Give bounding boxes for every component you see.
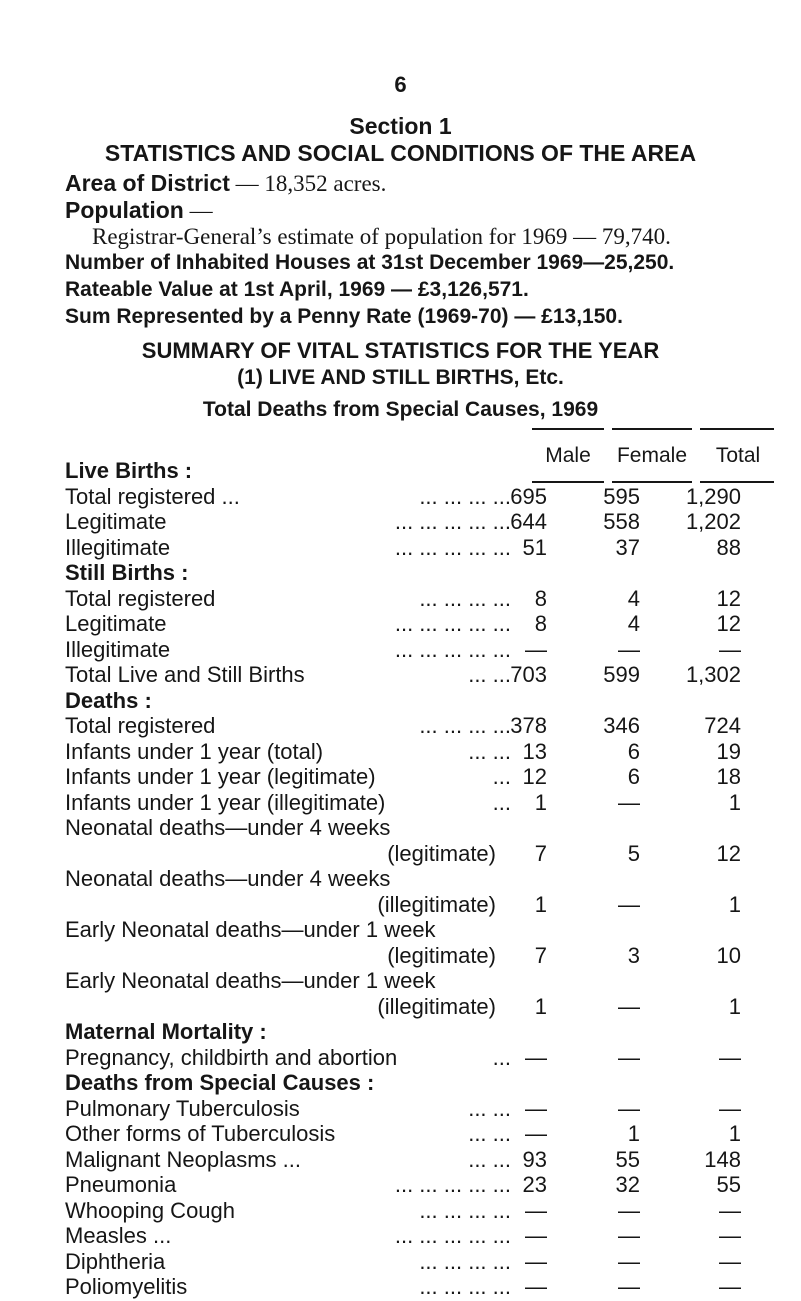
male-value: 1 [534, 891, 547, 917]
row-label: Legitimate [65, 509, 167, 534]
table-row [0, 943, 801, 969]
female-column-header: Female [616, 444, 688, 467]
total-value: 12 [716, 840, 741, 866]
total-value: — [719, 1044, 741, 1070]
row-label: Pulmonary Tuberculosis [65, 1095, 300, 1121]
total-value: 148 [704, 1146, 741, 1172]
dot-leader: ... ... [468, 1146, 511, 1172]
female-value: — [618, 1248, 640, 1274]
female-value: 6 [627, 764, 640, 789]
male-value: 8 [534, 585, 547, 611]
population-estimate: Registrar-General’s estimate of population for 1969 — 79,740. [92, 224, 671, 249]
female-value: — [618, 891, 640, 917]
row-label: Illegitimate [65, 636, 171, 662]
total-value: 12 [716, 585, 741, 611]
male-value: 51 [522, 534, 547, 560]
table-row [0, 866, 801, 892]
table-row [0, 1249, 801, 1275]
dot-leader: ... ... [468, 1121, 511, 1146]
area-line [65, 170, 386, 197]
dot-leader: ... ... ... ... [419, 1248, 511, 1274]
inhabited-houses: Number of Inhabited Houses at 31st December 1969—25,250. [65, 251, 675, 274]
female-value: 37 [615, 534, 640, 560]
population-dash: — [183, 198, 213, 223]
total-value: 1,202 [685, 509, 741, 534]
male-value: 703 [510, 662, 547, 687]
total-value: — [719, 1095, 741, 1121]
total-value: 1 [728, 993, 741, 1019]
male-value: 1 [534, 789, 547, 815]
male-value: — [525, 1223, 547, 1248]
row-group-heading: Maternal Mortality : [65, 1019, 267, 1044]
subheading: (1) LIVE AND STILL BIRTHS, Etc. [237, 366, 564, 389]
male-value: — [525, 1274, 547, 1299]
table-row [0, 484, 801, 510]
female-value: — [618, 1223, 640, 1248]
row-label: Infants under 1 year (illegitimate) [65, 789, 386, 815]
dot-leader: ... ... ... ... ... [394, 1223, 511, 1248]
female-value: 55 [615, 1146, 640, 1172]
table-row [0, 994, 801, 1020]
population-line [65, 197, 213, 224]
male-column-header: Male [545, 444, 591, 467]
female-value: — [618, 789, 640, 815]
table-row [0, 535, 801, 561]
female-value: 599 [603, 662, 640, 687]
table-row [0, 892, 801, 918]
total-value: — [719, 1223, 741, 1248]
row-label: Neonatal deaths—under 4 weeks [65, 815, 391, 840]
row-group-heading: Live Births : [65, 458, 193, 483]
row-label: Pregnancy, childbirth and abortion [65, 1044, 398, 1070]
row-label: Diphtheria [65, 1248, 166, 1274]
total-value: 19 [716, 738, 741, 764]
female-value: 3 [627, 942, 640, 968]
row-label: (legitimate) [387, 942, 496, 968]
female-value: 4 [627, 585, 640, 611]
female-value: — [618, 1274, 640, 1299]
female-value: 32 [615, 1172, 640, 1197]
female-value: 4 [627, 611, 640, 636]
table-row [0, 917, 801, 943]
table-row [0, 1070, 801, 1096]
table-row [0, 611, 801, 637]
row-label: Infants under 1 year (total) [65, 738, 324, 764]
female-value: — [618, 636, 640, 662]
row-label: Early Neonatal deaths—under 1 week [65, 917, 436, 942]
male-value: 13 [522, 738, 547, 764]
female-value: 558 [603, 509, 640, 534]
female-value: — [618, 1197, 640, 1223]
male-value: 7 [534, 840, 547, 866]
male-value: — [525, 1197, 547, 1223]
dot-leader: ... ... ... ... ... [394, 611, 511, 636]
male-value: 695 [510, 483, 547, 509]
row-label: Total registered [65, 713, 216, 738]
male-value: 7 [534, 942, 547, 968]
row-label: Measles ... [65, 1223, 172, 1248]
dot-leader: ... ... [468, 738, 511, 764]
table-row [0, 1045, 801, 1071]
total-value: 1 [728, 789, 741, 815]
male-value: 8 [534, 611, 547, 636]
total-value: 1,290 [685, 483, 741, 509]
row-label: Infants under 1 year (legitimate) [65, 764, 376, 789]
table-row [0, 1198, 801, 1224]
table-row [0, 1121, 801, 1147]
male-value: — [525, 1044, 547, 1070]
table-row [0, 764, 801, 790]
table-row [0, 1223, 801, 1249]
row-label: Total registered [65, 585, 216, 611]
male-value: — [525, 1248, 547, 1274]
total-value: — [719, 1248, 741, 1274]
total-value: 10 [716, 942, 741, 968]
row-label: Neonatal deaths—under 4 weeks [65, 866, 391, 891]
dot-leader: ... [492, 1044, 511, 1070]
female-value: — [618, 1095, 640, 1121]
table-row [0, 1172, 801, 1198]
total-value: 88 [716, 534, 741, 560]
dot-leader: ... ... [468, 1095, 511, 1121]
row-label: Total Live and Still Births [65, 662, 305, 687]
population-label: Population [65, 197, 184, 223]
total-value: 724 [704, 713, 741, 738]
table-row [0, 968, 801, 994]
total-value: 1 [728, 891, 741, 917]
area-value: — 18,352 acres. [229, 171, 387, 196]
table-row [0, 841, 801, 867]
row-label: Early Neonatal deaths—under 1 week [65, 968, 436, 993]
table-row [0, 688, 801, 714]
total-column-header: Total [715, 444, 761, 467]
female-value: 595 [603, 483, 640, 509]
dot-leader: ... ... ... ... ... [394, 534, 511, 560]
female-value: 5 [627, 840, 640, 866]
row-label: Legitimate [65, 611, 167, 636]
total-value: — [719, 636, 741, 662]
row-label: (legitimate) [387, 840, 496, 866]
dot-leader: ... ... ... ... [419, 713, 511, 738]
row-label: Other forms of Tuberculosis [65, 1121, 336, 1146]
row-label: Illegitimate [65, 534, 171, 560]
total-top-rule [700, 428, 774, 430]
male-value: — [525, 1095, 547, 1121]
female-value: 6 [627, 738, 640, 764]
male-value: 378 [510, 713, 547, 738]
dot-leader: ... ... ... ... ... [394, 509, 511, 534]
total-value: 18 [716, 764, 741, 789]
total-value: 1,302 [685, 662, 741, 687]
dot-leader: ... [492, 789, 511, 815]
table-row [0, 1019, 801, 1045]
male-value: 1 [534, 993, 547, 1019]
dot-leader: ... ... ... ... ... [394, 636, 511, 662]
table-row [0, 1096, 801, 1122]
total-value: — [719, 1274, 741, 1299]
table-row [0, 790, 801, 816]
table-row [0, 815, 801, 841]
female-value: — [618, 993, 640, 1019]
row-group-heading: Still Births : [65, 560, 189, 585]
total-value: 55 [716, 1172, 741, 1197]
male-value: — [525, 1121, 547, 1146]
dot-leader: ... ... ... ... [419, 483, 511, 509]
dot-leader: ... ... ... ... [419, 1197, 511, 1223]
table-title: Total Deaths from Special Causes, 1969 [202, 398, 599, 421]
page-number: 6 [394, 72, 407, 97]
male-value: 12 [522, 764, 547, 789]
female-value: — [618, 1044, 640, 1070]
row-label: (illegitimate) [377, 993, 496, 1019]
table-row [0, 637, 801, 663]
table-row [0, 1274, 801, 1300]
row-label: Total registered ... [65, 483, 240, 509]
row-group-heading: Deaths : [65, 687, 152, 713]
row-label: Whooping Cough [65, 1197, 236, 1223]
male-value: 644 [510, 509, 547, 534]
area-label: Area of District [65, 170, 230, 196]
female-value: 1 [627, 1121, 640, 1146]
table-row [0, 586, 801, 612]
row-label: Malignant Neoplasms ... [65, 1146, 301, 1172]
table-row [0, 713, 801, 739]
table-row [0, 662, 801, 688]
female-value: 346 [603, 713, 640, 738]
dot-leader: ... ... ... ... ... [394, 1172, 511, 1197]
male-top-rule [532, 428, 604, 430]
male-value: — [525, 636, 547, 662]
total-value: 1 [728, 1121, 741, 1146]
total-value: — [719, 1197, 741, 1223]
row-label: Poliomyelitis [65, 1274, 188, 1299]
row-label: Pneumonia [65, 1172, 177, 1197]
male-value: 93 [522, 1146, 547, 1172]
rateable-value: Rateable Value at 1st April, 1969 — £3,126,571. [65, 278, 529, 301]
table-row [0, 1147, 801, 1173]
table-row [0, 739, 801, 765]
female-top-rule [612, 428, 692, 430]
male-value: 23 [522, 1172, 547, 1197]
row-group-heading: Deaths from Special Causes : [65, 1070, 375, 1095]
table-row [0, 458, 801, 484]
dot-leader: ... ... ... ... [419, 1274, 511, 1299]
dot-leader: ... [492, 764, 511, 789]
dot-leader: ... ... ... ... [419, 585, 511, 611]
summary-heading: SUMMARY OF VITAL STATISTICS FOR THE YEAR [141, 338, 660, 363]
table-row [0, 560, 801, 586]
penny-rate: Sum Represented by a Penny Rate (1969-70) — £13,150. [65, 305, 623, 328]
row-label: (illegitimate) [377, 891, 496, 917]
total-value: 12 [716, 611, 741, 636]
table-row [0, 509, 801, 535]
section-title: Section 1 [349, 113, 452, 139]
main-heading: STATISTICS AND SOCIAL CONDITIONS OF THE AREA [104, 140, 697, 166]
dot-leader: ... ... [468, 662, 511, 687]
